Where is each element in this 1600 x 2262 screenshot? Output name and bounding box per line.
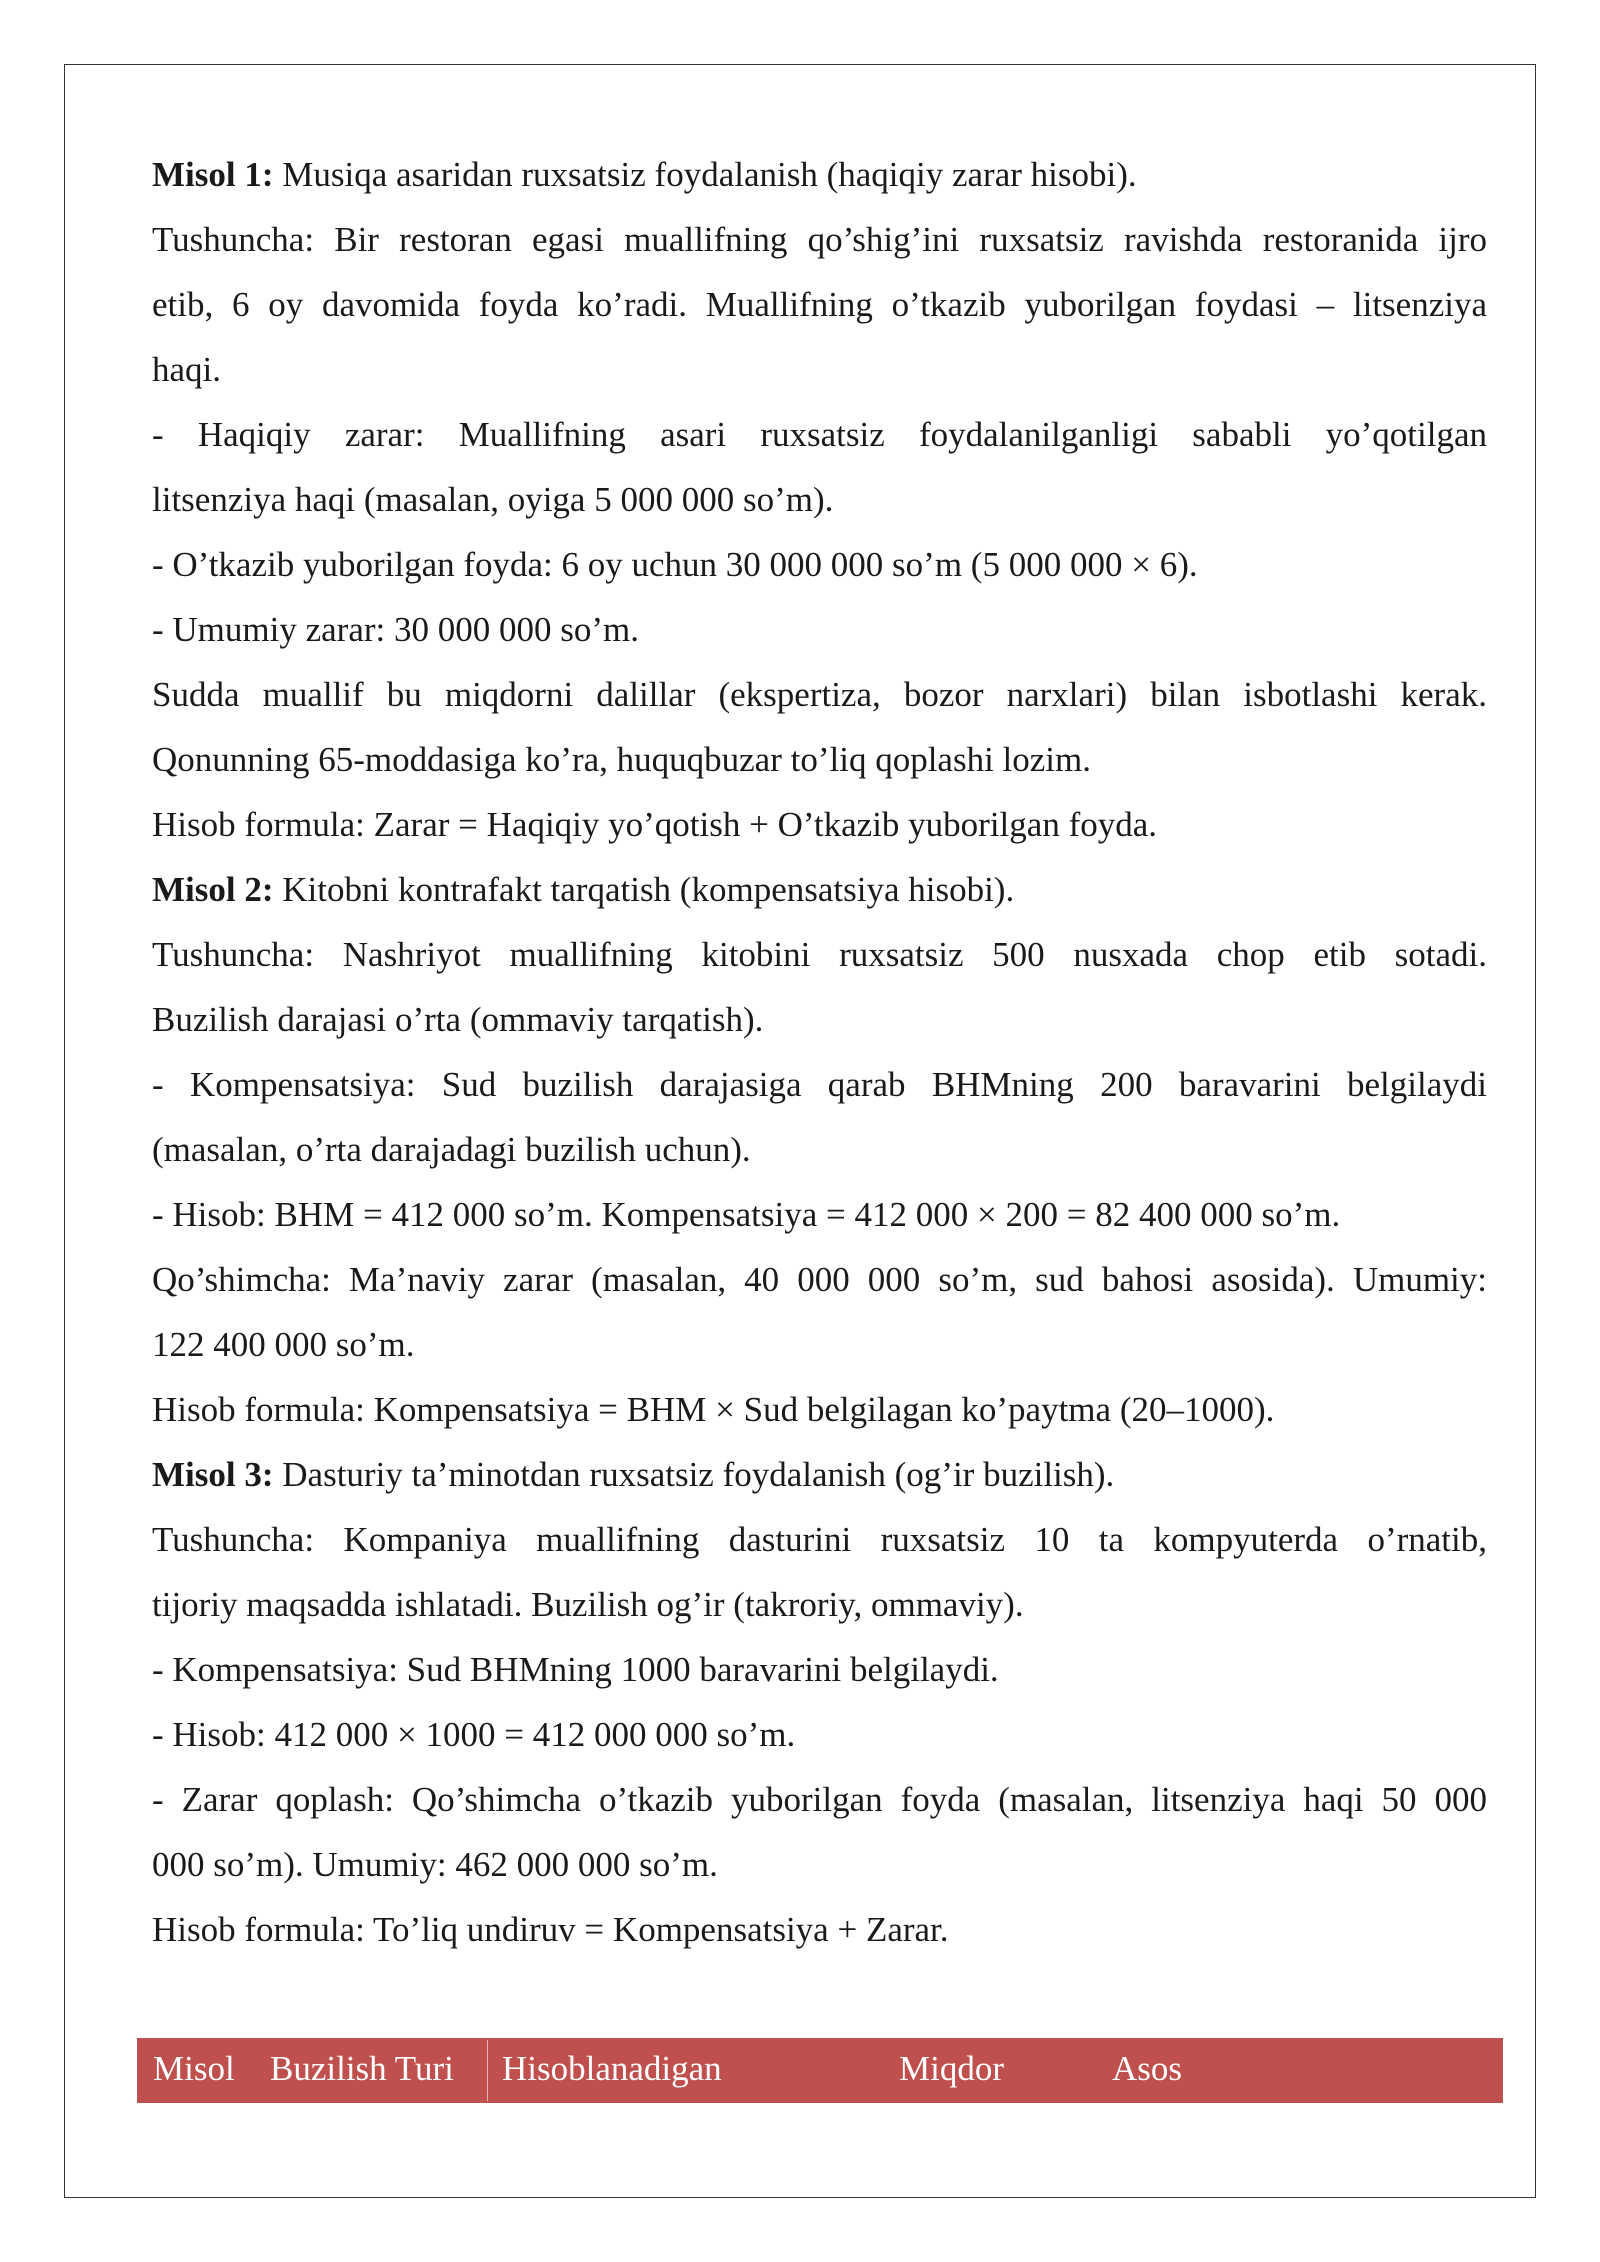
text-line: - Zarar qoplash: Qo’shimcha o’tkazib yuborilgan foyda (masalan, litsenziya haqi 50 000 [152, 1780, 1487, 1819]
example-2-heading [152, 857, 1487, 922]
text-line: Hisob formula: Zarar = Haqiqiy yo’qotish + O’tkazib yuborilgan foyda. [152, 805, 1158, 844]
text-line: etib, 6 oy davomida foyda ko’radi. Muallifning o’tkazib yuborilgan foydasi – litsenziya [152, 285, 1487, 324]
example-3-label: Misol 3: [152, 1455, 274, 1494]
text-line: litsenziya haqi (masalan, oyiga 5 000 000 so’m). [152, 480, 834, 519]
text-line: Hisob formula: Kompensatsiya = BHM × Sud belgilagan ko’paytma (20–1000). [152, 1390, 1275, 1429]
text-line: Qo’shimcha: Ma’naviy zarar (masalan, 40 000 000 so’m, sud bahosi asosida). Umumiy: [152, 1260, 1487, 1299]
text-line: tijoriy maqsadda ishlatadi. Buzilish og’ir (takroriy, ommaviy). [152, 1585, 1024, 1624]
table-header-cell: Hisoblanadigan [502, 2049, 722, 2088]
example-3-title: Dasturiy ta’minotdan ruxsatsiz foydalanish (og’ir buzilish). [273, 1455, 1115, 1494]
text-line: Hisob formula: To’liq undiruv = Kompensatsiya + Zarar. [152, 1910, 949, 1949]
text-line: (masalan, o’rta darajadagi buzilish uchun). [152, 1130, 751, 1169]
column-divider [487, 2040, 488, 2101]
example-2-label: Misol 2: [152, 870, 274, 909]
text-line: haqi. [152, 350, 222, 389]
document-body [152, 142, 1487, 1962]
text-line: - Umumiy zarar: 30 000 000 so’m. [152, 610, 639, 649]
text-line: Tushuncha: Nashriyot muallifning kitobini ruxsatsiz 500 nusxada chop etib sotadi. [152, 935, 1487, 974]
text-line: - Hisob: 412 000 × 1000 = 412 000 000 so’m. [152, 1715, 796, 1754]
text-line: Tushuncha: Bir restoran egasi muallifning qo’shig’ini ruxsatsiz ravishda restoranida ijro [152, 220, 1487, 259]
table-header-cell: Misol [153, 2049, 235, 2088]
text-line: Qonunning 65-moddasiga ko’ra, huquqbuzar to’liq qoplashi lozim. [152, 740, 1092, 779]
table-header-cell: Asos [1112, 2049, 1183, 2088]
text-line: 000 so’m). Umumiy: 462 000 000 so’m. [152, 1845, 718, 1884]
example-1-heading [152, 142, 1487, 207]
text-line: - Hisob: BHM = 412 000 so’m. Kompensatsiya = 412 000 × 200 = 82 400 000 so’m. [152, 1195, 1341, 1234]
text-line: Sudda muallif bu miqdorni dalillar (ekspertiza, bozor narxlari) bilan isbotlashi kerak. [152, 675, 1487, 714]
text-line: - O’tkazib yuborilgan foyda: 6 oy uchun 30 000 000 so’m (5 000 000 × 6). [152, 545, 1198, 584]
example-1-label: Misol 1: [152, 155, 274, 194]
text-line: Tushuncha: Kompaniya muallifning dasturini ruxsatsiz 10 ta kompyuterda o’rnatib, [152, 1520, 1487, 1559]
example-3-heading [152, 1442, 1487, 1507]
text-line: Buzilish darajasi o’rta (ommaviy tarqatish). [152, 1000, 764, 1039]
table-header-cell: Miqdor [899, 2049, 1004, 2088]
text-line: - Kompensatsiya: Sud BHMning 1000 baravarini belgilaydi. [152, 1650, 999, 1689]
table-header-cell: Buzilish Turi [270, 2049, 454, 2088]
example-2-title: Kitobni kontrafakt tarqatish (kompensatsiya hisobi). [273, 870, 1015, 909]
text-line: 122 400 000 so’m. [152, 1325, 415, 1364]
example-1-title: Musiqa asaridan ruxsatsiz foydalanish (haqiqiy zarar hisobi). [273, 155, 1137, 194]
table-header-row [137, 2038, 1503, 2103]
text-line: - Haqiqiy zarar: Muallifning asari ruxsatsiz foydalanilganligi sababli yo’qotilgan [152, 415, 1487, 454]
text-line: - Kompensatsiya: Sud buzilish darajasiga qarab BHMning 200 baravarini belgilaydi [152, 1065, 1487, 1104]
